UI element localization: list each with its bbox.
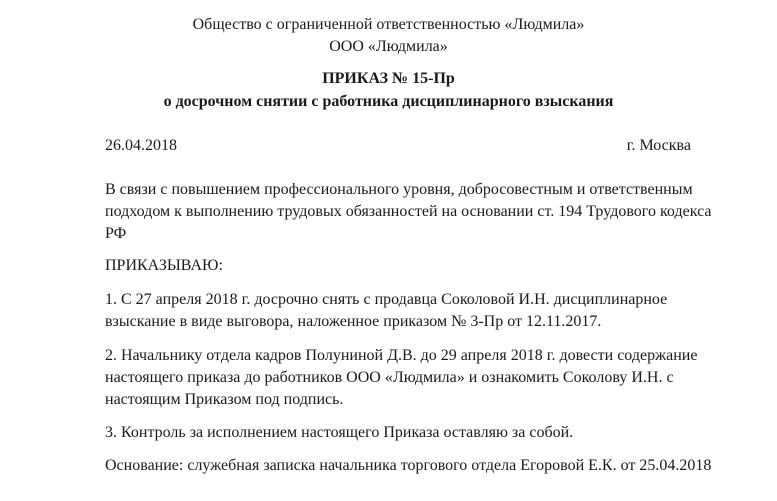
order-title: ПРИКАЗ № 15-Пр [322,70,455,87]
item-2-line-2: настоящего приказа до работников ООО «Людмила» и ознакомить Соколову И.Н. с [105,369,674,386]
basis-note: Основание: служебная записка начальника торгового отдела Егоровой Е.К. от 25.04.2018 [105,457,712,474]
item-3: 3. Контроль за исполнением настоящего Приказа оставляю за собой. [105,424,574,441]
preamble-line-1: В связи с повышением профессионального уровня, добросовестным и ответственным [105,181,693,198]
item-1-line-1: 1. С 27 апреля 2018 г. досрочно снять с продавца Соколовой И.Н. дисциплинарное [105,291,668,308]
order-city: г. Москва [626,137,691,154]
org-full-name: Общество с ограниченной ответственностью «Людмила» [192,16,585,33]
org-short-name: ООО «Людмила» [329,38,448,55]
item-2-line-3: настоящим Приказом под подпись. [105,391,344,408]
item-2-line-1: 2. Начальнику отдела кадров Полуниной Д.В. до 29 апреля 2018 г. довести содержание [105,347,698,364]
preamble-line-3: РФ [105,225,127,242]
order-date: 26.04.2018 [105,137,177,154]
preamble-line-2: подходом к выполнению трудовых обязанностей на основании ст. 194 Трудового кодекса [105,203,712,220]
order-subtitle: о досрочном снятии с работника дисциплинарного взыскания [163,93,614,110]
order-word: ПРИКАЗЫВАЮ: [105,257,223,274]
item-1-line-2: взыскание в виде выговора, наложенное приказом № 3-Пр от 12.11.2017. [105,313,602,330]
